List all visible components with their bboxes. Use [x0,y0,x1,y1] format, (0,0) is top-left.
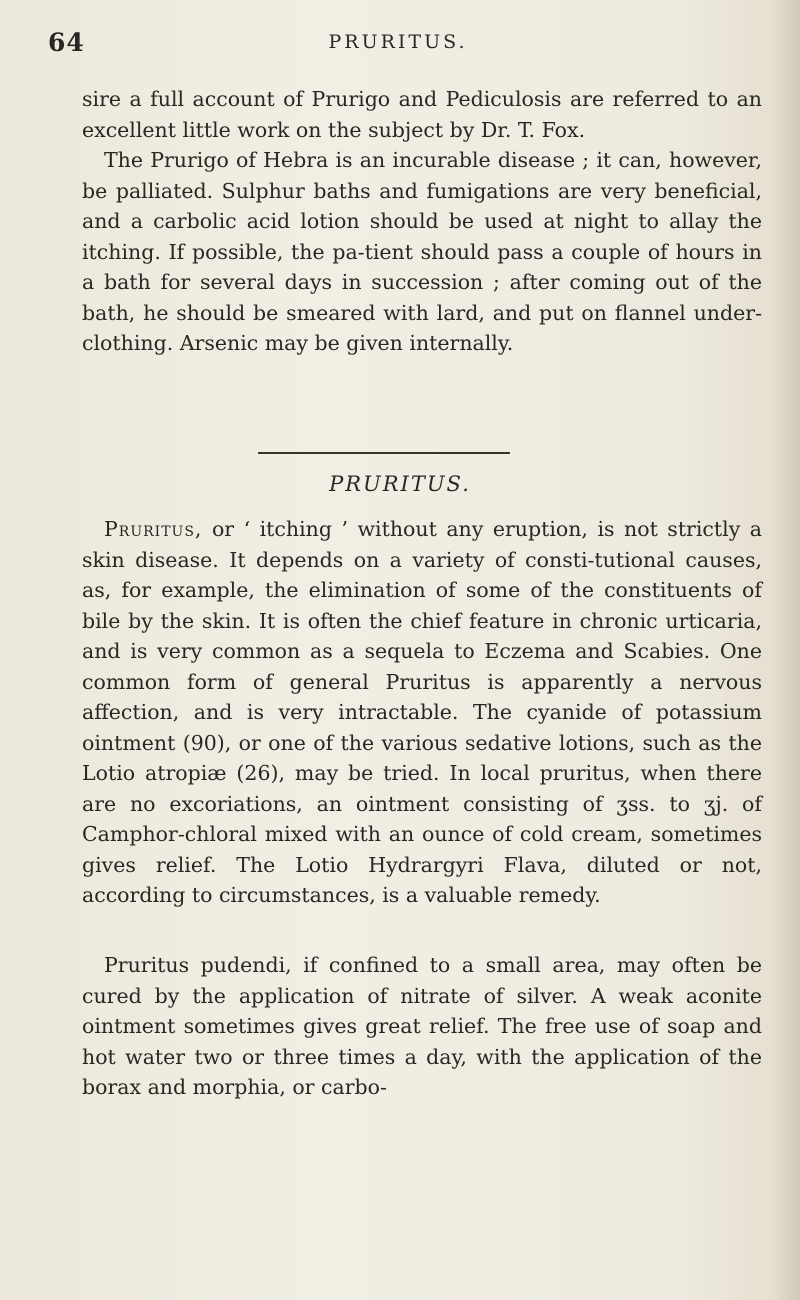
running-head: PRURITUS. [328,31,468,53]
page-edge-shadow [772,0,800,1300]
paragraph-pruritus-pudendi: Pruritus pudendi, if confined to a small area, may often be cured by the application of nitrate of silver. A weak aconite ointment sometimes gives great relief. The free use of soap and hot water two or three times a day, with the application of the borax and morphia, or carbo- [82,953,762,1099]
section-title: PRURITUS. [329,472,471,496]
paragraph-pruritus [82,514,762,911]
section-divider [258,452,510,454]
paragraph-prurigo-continuation: sire a full account of Prurigo and Pediculosis are referred to an excellent little work on the subject by Dr. T. Fox. [82,87,762,142]
page-header [48,28,748,64]
page-number: 64 [48,28,85,57]
paragraph-pruritus-lead: Pruritus, [104,517,203,541]
paragraph-prurigo-hebra: The Prurigo of Hebra is an incurable disease ; it can, however, be palliated. Sulphur baths and fumigations are very beneficial, and a carbolic acid lotion should be used at night to allay the itching. If possible, the pa-tient should pass a couple of hours in a bath for several days in succession ; after coming out of the bath, he should be smeared with lard, and put on flannel under-clothing. Arsenic may be given internally. [82,148,762,355]
paragraph-prurigo [82,84,762,359]
paragraph-pruritus-body: or ‘ itching ’ without any eruption, is not strictly a skin disease. It depends on a variety of consti-tutional causes, as, for example, the elimination of some of the constituents of bile by the skin. It is often the chief feature in chronic urticaria, and is very common as a sequela to Eczema and Scabies. One common form of general Pruritus is apparently a nervous affection, and is very intractable. The cyanide of potassium ointment (90), or one of the various sedative lotions, such as the Lotio atropiæ (26), may be tried. In local pruritus, when there are no excoriations, an ointment consisting of ʒss. to ʒj. of Camphor-chloral mixed with an ounce of cold cream, sometimes gives relief. The Lotio Hydrargyri Flava, diluted or not, according to circumstances, is a valuable remedy. [82,517,762,907]
